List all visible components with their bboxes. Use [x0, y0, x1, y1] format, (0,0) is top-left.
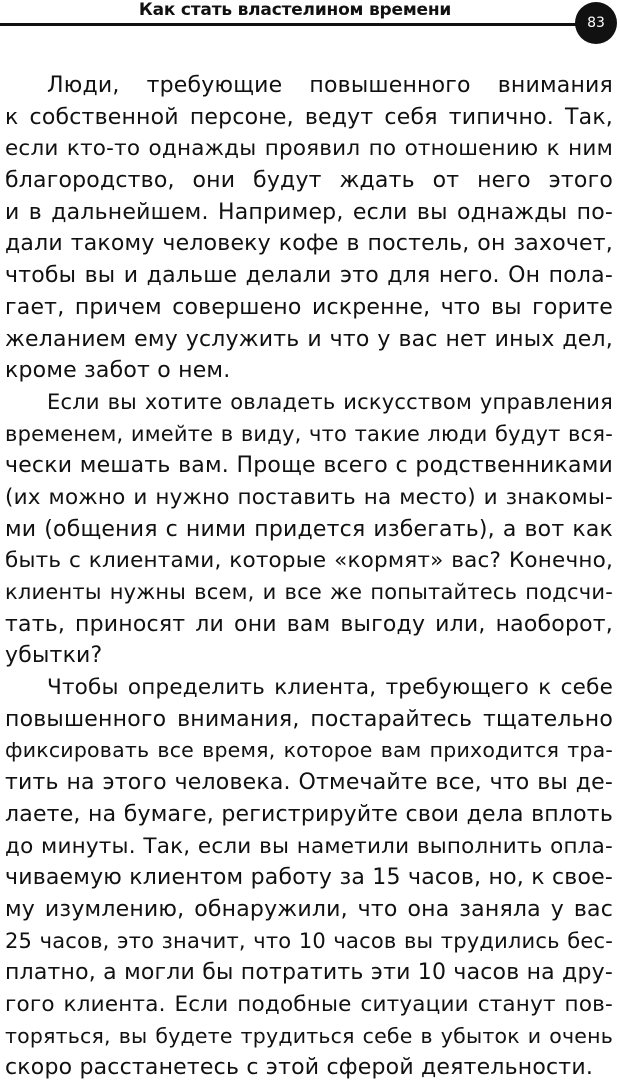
body-text — [5, 70, 613, 1084]
text-line: временем, имейте в виду, что такие люди будут вся- — [5, 421, 613, 446]
text-line: убытки? — [5, 643, 103, 669]
text-line: 25 часов, это значит, что 10 часов вы трудились бес- — [5, 928, 613, 953]
text-line: платно, а могли бы потратить эти 10 часов на дру- — [5, 960, 613, 986]
text-line: фиксировать все время, которое вам приходится тра- — [5, 738, 613, 763]
text-line: быть с клиентами, которые «кормят» вас? Конечно, — [5, 548, 613, 574]
text-line: к собственной персоне, ведут себя типично. Так, — [5, 104, 613, 130]
text-line: торяться, вы будете трудиться себе в убыток и очень — [5, 1023, 613, 1048]
text-line: чтобы вы и дальше делали это для него. Он пола- — [5, 263, 613, 289]
text-line: если кто-то однажды проявил по отношению к ним — [5, 136, 613, 162]
text-line: кроме забот о нем. — [5, 358, 231, 384]
text-line: и в дальнейшем. Например, если вы однажды по- — [5, 199, 613, 225]
running-title: Как стать властелином времени — [138, 0, 452, 20]
paragraph-1 — [5, 70, 613, 387]
text-line: желанием ему услужить и что у вас нет иных дел, — [5, 326, 613, 352]
text-line: до минуты. Так, если вы наметили выполнить опла- — [5, 833, 613, 859]
text-line: повышенного внимания, постарайтесь тщательно — [5, 706, 613, 732]
text-line: клиенты нужны всем, и все же попытайтесь подсчи- — [5, 580, 613, 604]
text-line: гает, причем совершено искренне, что вы горите — [5, 294, 613, 320]
text-line: дали такому человеку кофе в постель, он захочет, — [5, 231, 613, 257]
page-header — [0, 0, 620, 42]
page-number-badge: 83 — [575, 2, 617, 44]
paragraph-2 — [5, 387, 613, 672]
text-line: благородство, они будут ждать от него этого — [5, 168, 613, 194]
text-line: Если вы хотите овладеть искусством управления — [47, 389, 613, 414]
text-line: чески мешать вам. Проще всего с родственниками — [5, 453, 613, 479]
text-line: гого клиента. Если подобные ситуации станут пов- — [5, 991, 613, 1017]
text-line: тать, приносят ли они вам выгоду или, наоборот, — [5, 611, 613, 637]
text-line: скоро расстанетесь с этой сферой деятельности. — [5, 1055, 594, 1081]
text-line: чиваемую клиентом работу за 15 часов, но, к свое- — [5, 865, 613, 891]
text-line: ми (общения с ними придется избегать), а вот как — [5, 516, 613, 542]
paragraph-3 — [5, 672, 613, 1084]
text-line: тить на этого человека. Отмечайте все, что вы де- — [5, 770, 613, 796]
text-line: лаете, на бумаге, регистрируйте свои дела вплоть — [5, 801, 613, 827]
text-line: Чтобы определить клиента, требующего к себе — [47, 675, 613, 701]
text-line: му изумлению, обнаружили, что она заняла у вас — [5, 896, 613, 922]
header-rule — [0, 23, 582, 26]
text-line: Люди, требующие повышенного внимания — [47, 73, 613, 98]
text-line: (их можно и нужно поставить на место) и знакомы- — [5, 484, 613, 510]
